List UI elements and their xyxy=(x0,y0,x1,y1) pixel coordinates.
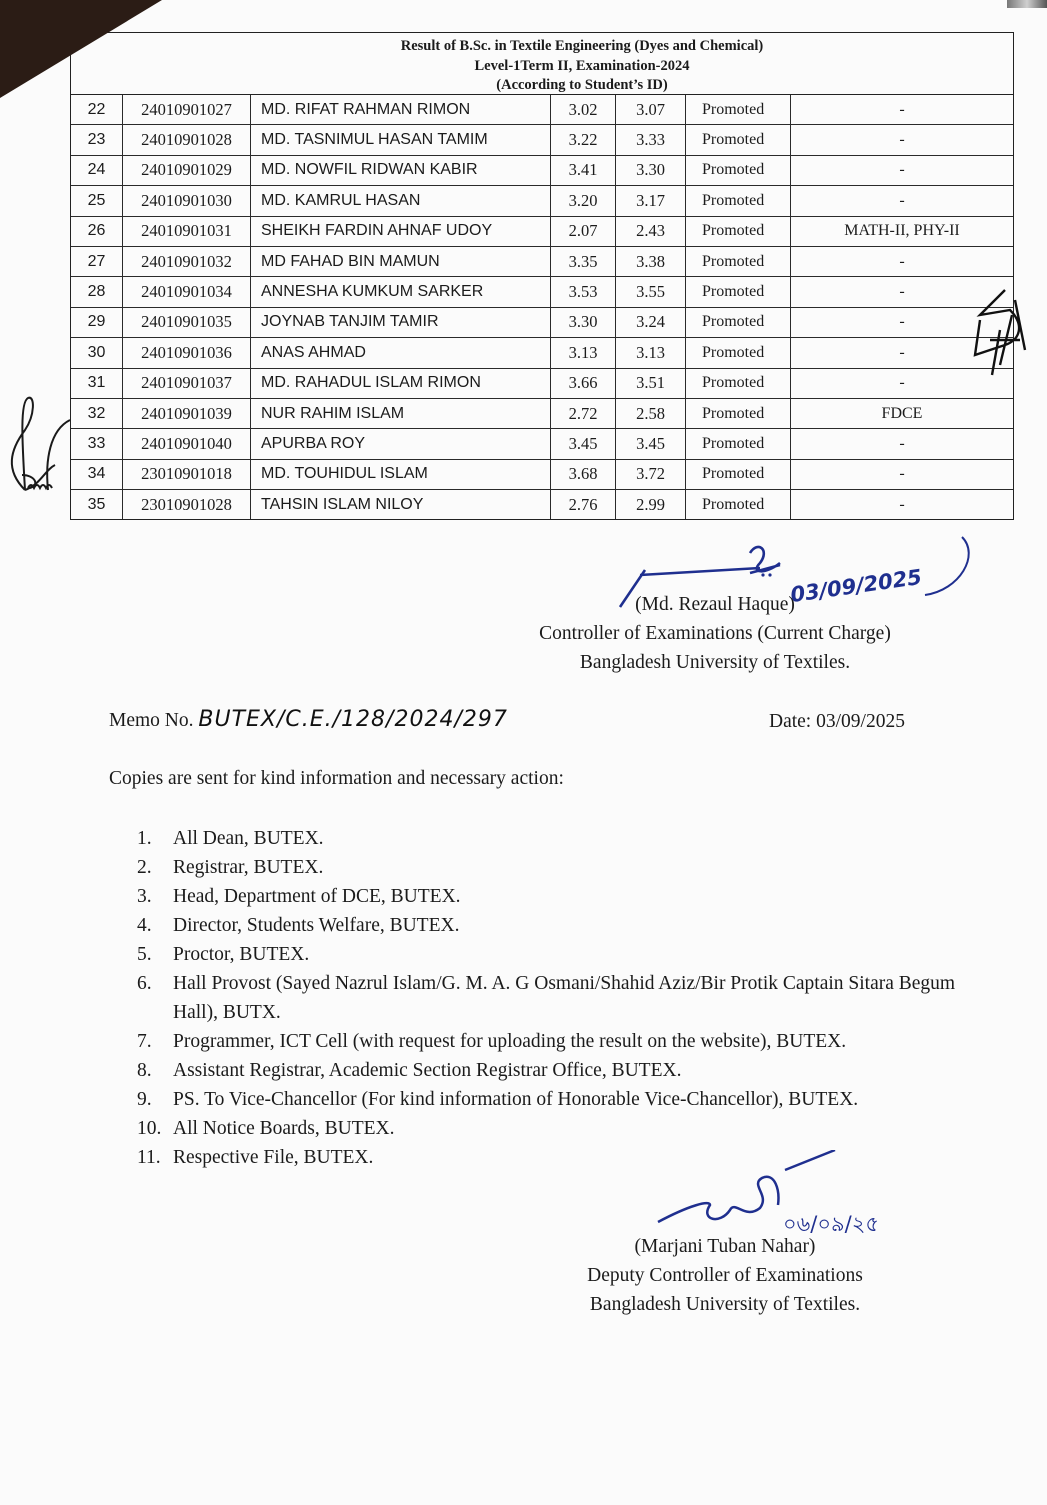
status-cell: Promoted xyxy=(686,369,791,398)
copy-number: 6. xyxy=(137,973,152,994)
status-cell: Promoted xyxy=(686,429,791,458)
table-row xyxy=(71,125,1013,155)
table-title xyxy=(71,33,1013,95)
status-cell: Promoted xyxy=(686,247,791,276)
copy-number: 9. xyxy=(137,1089,152,1110)
copy-text: Respective File, BUTEX. xyxy=(173,1147,374,1168)
table-row xyxy=(71,460,1013,490)
term-gpa-cell: 3.68 xyxy=(551,460,616,489)
status-cell: Promoted xyxy=(686,460,791,489)
copy-recipient xyxy=(137,1056,963,1085)
student-id-cell: 23010901018 xyxy=(123,460,251,489)
controller-signature xyxy=(600,535,980,615)
cgpa-cell: 3.55 xyxy=(616,277,686,306)
photo-edge-scrap xyxy=(1007,0,1047,8)
status-cell: Promoted xyxy=(686,217,791,246)
cgpa-cell: 3.17 xyxy=(616,186,686,215)
cgpa-cell: 3.51 xyxy=(616,369,686,398)
deputy-institution: Bangladesh University of Textiles. xyxy=(589,1294,861,1315)
copy-recipient xyxy=(137,969,963,1027)
copy-number: 5. xyxy=(137,944,152,965)
student-id-cell: 24010901040 xyxy=(123,429,251,458)
status-cell: Promoted xyxy=(686,277,791,306)
term-gpa-cell: 3.13 xyxy=(551,338,616,367)
serial-cell: 23 xyxy=(71,125,123,154)
deputy-title: Deputy Controller of Examinations xyxy=(587,1265,863,1286)
student-name-cell: MD. KAMRUL HASAN xyxy=(251,186,551,215)
copy-recipient xyxy=(137,882,963,911)
student-id-cell: 24010901039 xyxy=(123,399,251,428)
photo-corner-shadow xyxy=(0,0,162,98)
remarks-cell: - xyxy=(899,100,905,118)
table-row xyxy=(71,308,1013,338)
student-name-cell: MD. TOUHIDUL ISLAM xyxy=(251,460,551,489)
term-gpa-cell: 2.76 xyxy=(551,490,616,519)
copy-number: 2. xyxy=(137,857,152,878)
cgpa-cell: 3.72 xyxy=(616,460,686,489)
copy-text: Director, Students Welfare, BUTEX. xyxy=(173,915,460,936)
status-cell: Promoted xyxy=(686,186,791,215)
copy-recipient xyxy=(137,1027,963,1056)
table-row xyxy=(71,277,1013,307)
copy-text: Registrar, BUTEX. xyxy=(173,857,324,878)
student-name-cell: APURBA ROY xyxy=(251,429,551,458)
copy-text: All Dean, BUTEX. xyxy=(173,828,324,849)
copy-recipient xyxy=(137,911,963,940)
right-margin-signature xyxy=(970,280,1040,380)
cgpa-cell: 3.38 xyxy=(616,247,686,276)
table-row xyxy=(71,429,1013,459)
status-cell: Promoted xyxy=(686,399,791,428)
student-id-cell: 24010901028 xyxy=(123,125,251,154)
remarks-cell: - xyxy=(899,161,905,179)
remarks-cell: - xyxy=(899,374,905,392)
remarks-cell: - xyxy=(899,465,905,483)
table-row xyxy=(71,186,1013,216)
table-row xyxy=(71,95,1013,125)
serial-cell: 32 xyxy=(71,399,123,428)
serial-cell: 30 xyxy=(71,338,123,367)
cgpa-cell: 3.33 xyxy=(616,125,686,154)
cgpa-cell: 3.13 xyxy=(616,338,686,367)
status-cell: Promoted xyxy=(686,338,791,367)
deputy-name: (Marjani Tuban Nahar) xyxy=(634,1236,816,1257)
remarks-cell: - xyxy=(899,434,905,452)
serial-cell: 34 xyxy=(71,460,123,489)
serial-cell: 25 xyxy=(71,186,123,215)
cgpa-cell: 2.43 xyxy=(616,217,686,246)
term-gpa-cell: 3.45 xyxy=(551,429,616,458)
copy-number: 4. xyxy=(137,915,152,936)
table-row xyxy=(71,338,1013,368)
table-row xyxy=(71,217,1013,247)
controller-name: (Md. Rezaul Haque) xyxy=(635,594,795,615)
student-id-cell: 24010901027 xyxy=(123,95,251,124)
left-margin-signature xyxy=(0,390,80,500)
remarks-cell: - xyxy=(899,313,905,331)
student-id-cell: 24010901037 xyxy=(123,369,251,398)
serial-cell: 24 xyxy=(71,156,123,185)
student-name-cell: MD. NOWFIL RIDWAN KABIR xyxy=(251,156,551,185)
term-gpa-cell: 2.07 xyxy=(551,217,616,246)
serial-cell: 22 xyxy=(71,95,123,124)
copy-text: Hall Provost (Sayed Nazrul Islam/G. M. A. G Osmani/Shahid Aziz/Bir Protik Captain Sitara Begum Hall), BUTX. xyxy=(173,973,956,1023)
copy-recipient xyxy=(137,940,963,969)
student-name-cell: MD. RAHADUL ISLAM RIMON xyxy=(251,369,551,398)
table-title-line-3: (According to Student’s ID) xyxy=(496,77,668,93)
student-name-cell: MD. TASNIMUL HASAN TAMIM xyxy=(251,125,551,154)
copy-text: Proctor, BUTEX. xyxy=(173,944,310,965)
student-id-cell: 24010901029 xyxy=(123,156,251,185)
table-body xyxy=(71,95,1013,519)
student-id-cell: 24010901035 xyxy=(123,308,251,337)
table-row xyxy=(71,369,1013,399)
copies-intro: Copies are sent for kind information and necessary action: xyxy=(109,768,564,789)
student-name-cell: JOYNAB TANJIM TAMIR xyxy=(251,308,551,337)
student-id-cell: 24010901036 xyxy=(123,338,251,367)
term-gpa-cell: 3.30 xyxy=(551,308,616,337)
serial-cell: 29 xyxy=(71,308,123,337)
remarks-cell: - xyxy=(899,191,905,209)
table-title-line-2: Level-1Term II, Examination-2024 xyxy=(474,57,690,74)
term-gpa-cell: 3.53 xyxy=(551,277,616,306)
copy-recipient xyxy=(137,1085,963,1114)
student-name-cell: MD FAHAD BIN MAMUN xyxy=(251,247,551,276)
controller-handwritten-date: 03/09/2025 xyxy=(788,564,924,608)
copy-text: All Notice Boards, BUTEX. xyxy=(173,1118,395,1139)
cgpa-cell: 3.07 xyxy=(616,95,686,124)
term-gpa-cell: 2.72 xyxy=(551,399,616,428)
serial-cell: 27 xyxy=(71,247,123,276)
copy-recipient xyxy=(137,824,963,853)
student-name-cell: TAHSIN ISLAM NILOY xyxy=(251,490,551,519)
term-gpa-cell: 3.35 xyxy=(551,247,616,276)
remarks-cell: - xyxy=(899,343,905,361)
remarks-cell: - xyxy=(899,283,905,301)
status-cell: Promoted xyxy=(686,95,791,124)
cgpa-cell: 2.58 xyxy=(616,399,686,428)
copy-number: 3. xyxy=(137,886,152,907)
student-id-cell: 24010901031 xyxy=(123,217,251,246)
copy-number: 11. xyxy=(137,1147,161,1168)
cgpa-cell: 3.24 xyxy=(616,308,686,337)
remarks-cell: FDCE xyxy=(881,404,923,422)
student-name-cell: ANNESHA KUMKUM SARKER xyxy=(251,277,551,306)
status-cell: Promoted xyxy=(686,490,791,519)
status-cell: Promoted xyxy=(686,308,791,337)
table-row xyxy=(71,247,1013,277)
student-id-cell: 24010901030 xyxy=(123,186,251,215)
deputy-signature-block xyxy=(545,1232,905,1319)
serial-cell: 28 xyxy=(71,277,123,306)
result-table xyxy=(70,32,1014,520)
cgpa-cell: 2.99 xyxy=(616,490,686,519)
copy-text: PS. To Vice-Chancellor (For kind information of Honorable Vice-Chancellor), BUTEX. xyxy=(173,1089,859,1110)
copy-text: Head, Department of DCE, BUTEX. xyxy=(173,886,461,907)
memo-date: Date: 03/09/2025 xyxy=(769,711,905,732)
status-cell: Promoted xyxy=(686,156,791,185)
copy-number: 8. xyxy=(137,1060,152,1081)
student-id-cell: 24010901034 xyxy=(123,277,251,306)
copy-number: 10. xyxy=(137,1118,162,1139)
student-id-cell: 23010901028 xyxy=(123,490,251,519)
table-title-line-1: Result of B.Sc. in Textile Engineering (Dyes and Chemical) xyxy=(400,38,764,54)
memo-line xyxy=(109,707,508,732)
term-gpa-cell: 3.41 xyxy=(551,156,616,185)
table-row xyxy=(71,490,1013,519)
copy-recipient xyxy=(137,853,963,882)
term-gpa-cell: 3.20 xyxy=(551,186,616,215)
controller-title: Controller of Examinations (Current Charge) xyxy=(539,623,891,644)
memo-number: BUTEX/C.E./128/2024/297 xyxy=(198,707,508,732)
controller-institution: Bangladesh University of Textiles. xyxy=(579,652,851,673)
copy-text: Programmer, ICT Cell (with request for uploading the result on the website), BUTEX. xyxy=(173,1031,847,1052)
cgpa-cell: 3.30 xyxy=(616,156,686,185)
table-row xyxy=(71,156,1013,186)
memo-label: Memo No. xyxy=(109,710,194,731)
student-name-cell: MD. RIFAT RAHMAN RIMON xyxy=(251,95,551,124)
copy-number: 7. xyxy=(137,1031,152,1052)
copy-text: Assistant Registrar, Academic Section Registrar Office, BUTEX. xyxy=(173,1060,682,1081)
serial-cell: 35 xyxy=(71,490,123,519)
cgpa-cell: 3.45 xyxy=(616,429,686,458)
term-gpa-cell: 3.66 xyxy=(551,369,616,398)
remarks-cell: MATH-II, PHY-II xyxy=(844,222,960,240)
table-row xyxy=(71,399,1013,429)
copy-number: 1. xyxy=(137,828,152,849)
serial-cell: 26 xyxy=(71,217,123,246)
student-name-cell: ANAS AHMAD xyxy=(251,338,551,367)
student-id-cell: 24010901032 xyxy=(123,247,251,276)
serial-cell: 31 xyxy=(71,369,123,398)
serial-cell: 33 xyxy=(71,429,123,458)
remarks-cell: - xyxy=(899,131,905,149)
term-gpa-cell: 3.22 xyxy=(551,125,616,154)
student-name-cell: SHEIKH FARDIN AHNAF UDOY xyxy=(251,217,551,246)
term-gpa-cell: 3.02 xyxy=(551,95,616,124)
copies-list xyxy=(137,824,963,1172)
status-cell: Promoted xyxy=(686,125,791,154)
copy-recipient xyxy=(137,1114,963,1143)
deputy-handwritten-date: ০৬/০৯/২৫ xyxy=(783,1212,880,1236)
remarks-cell: - xyxy=(899,252,905,270)
remarks-cell: - xyxy=(899,495,905,513)
student-name-cell: NUR RAHIM ISLAM xyxy=(251,399,551,428)
